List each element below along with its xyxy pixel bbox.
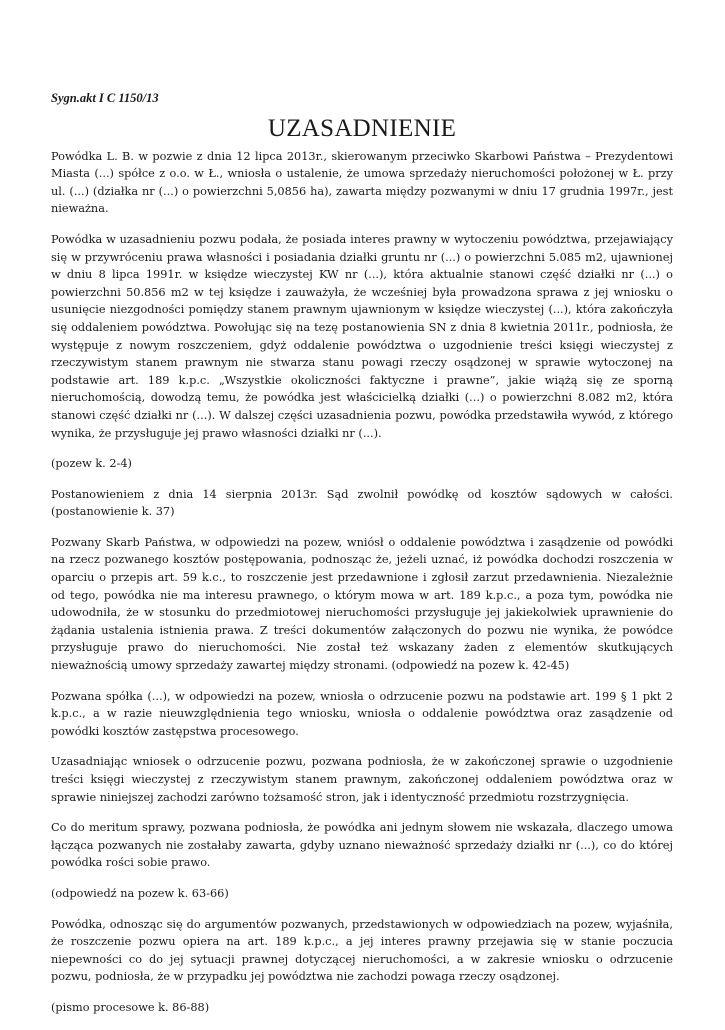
paragraph-merits: Co do meritum sprawy, pozwana podniosła, że powódka ani jednym słowem nie wskazała, dlaczego umowa łącząca pozwanych nie zostałaby zawarta, gdyby uznano nieważność sprzedaży działki nr (...), co do której powódka rości sobie prawo. xyxy=(51,821,673,870)
paragraph-treasury-response: Pozwany Skarb Państwa, w odpowiedzi na pozew, wniósł o oddalenie powództwa i zasądzenie od powódki na rzecz pozwanego kosztów postępowania, podnosząc że, jeżeli uznać, iż powódka dochodzi roszczenia w oparciu o przepis art. 59 k.c., to roszczenie jest przedawnione i zgłosił zarzut przedawnienia. Niezależnie od tego, powódka nie ma interesu prawnego, o którym mowa w art. 189 k.p.c., a poza tym, powódka nie udowodniła, że w stosunku do przedmiotowej nieruchomości przysługuje jej jakiekolwiek uprawnienie do żądania ustalenia istnienia prawa. Z treści dokumentów załączonych do pozwu nie wynika, że powódce przysługuje prawo do nieruchomości. Nie został też wskazany żaden z elementów skutkujących nieważnością umowy sprzedaży zawartej między stronami. (odpowiedź na pozew k. 42-45) xyxy=(51,535,673,673)
paragraph-cost-exemption: Postanowieniem z dnia 14 sierpnia 2013r. Sąd zwolnił powódkę od kosztów sądowych w całości. (postanowienie k. 37) xyxy=(51,487,673,519)
paragraph-company-response: Pozwana spółka (...), w odpowiedzi na pozew, wniosła o odrzucenie pozwu na podstawie art. 199 § 1 pkt 2 k.p.c., a w razie nieuwzględnienia tego wniosku, wniosła o oddalenie powództwa oraz zasądzenie od powódki kosztów zastępstwa procesowego. xyxy=(51,689,673,738)
paragraph-plaintiff-reply: Powódka, odnosząc się do argumentów pozwanych, przedstawionych w odpowiedziach na pozew, wyjaśniła, że roszczenie pozwu opiera na art. 189 k.p.c., a jej interes prawny przejawia się w stanie poczucia niepewności co do jej sytuacji prawnej dotyczącej nieruchomości, a w zakresie wniosku o odrzucenie pozwu, podniosła, że w przypadku jej powództwa nie zachodzi powaga rzeczy osądzonej. xyxy=(51,917,673,984)
reference-pismo: (pismo procesowe k. 86-88) xyxy=(51,1000,210,1014)
document-title: UZASADNIENIE xyxy=(267,114,457,142)
reference-odpowiedz: (odpowiedź na pozew k. 63-66) xyxy=(51,886,229,900)
case-signature: Sygn.akt I C 1150/13 xyxy=(51,91,159,105)
paragraph-claim-justification: Powódka w uzasadnieniu pozwu podała, że posiada interes prawny w wytoczeniu powództwa, przejawiający się w przywróceniu prawa własności i posiadania działki gruntu nr (...) o powierzchni 5.085 m2, ujawnionej w dniu 8 lipca 1991r. w księdze wieczystej KW nr (...), która aktualnie stanowi część działki nr (...) o powierzchni 50.856 m2 w tej księdze i zauważyła, że wcześniej była prowadzona sprawa z jej wniosku o usunięcie niezgodności pomiędzy stanem prawnym ujawnionym w księdze wieczystej (...), która zakończyła się oddaleniem powództwa. Powołując się na tezę postanowienia SN z dnia 8 kwietnia 2011r., podniosła, że występuje z nowym roszczeniem, gdyż oddalenie powództwa o uzgodnienie treści księgi wieczystej z rzeczywistym stanem prawnym nie stwarza stanu powagi rzeczy osądzonej w sprawie wytoczonej na podstawie art. 189 k.p.c. „Wszystkie okoliczności faktyczne i prawne”, jakie wiążą się ze sporną nieruchomością, dowodzą temu, że powódka jest właścicielką działki (...) o powierzchni 8.082 m2, która stanowi część działki nr (...). W dalszej części uzasadnienia pozwu, powódka przedstawiła wywód, z którego wynika, że przysługuje jej prawo własności działki nr (...). xyxy=(51,232,673,440)
paragraph-claim: Powódka L. B. w pozwie z dnia 12 lipca 2013r., skierowanym przeciwko Skarbowi Państwa – Prezydentowi Miasta (...) spółce z o.o. w Ł., wniosła o ustalenie, że umowa sprzedaży nieruchomości położonej w Ł. przy ul. (...) (działka nr (...) o powierzchni 5,0856 ha), zawarta między pozwanymi w dniu 17 grudnia 1997r., jest nieważna. xyxy=(51,149,673,216)
reference-pozew: (pozew k. 2-4) xyxy=(51,457,132,471)
document-page xyxy=(51,90,673,1030)
paragraph-rejection-grounds: Uzasadniając wniosek o odrzucenie pozwu, pozwana podniosła, że w zakończonej sprawie o uzgodnienie treści księgi wieczystej z rzeczywistym stanem prawnym, zakończonej oddaleniem powództwa oraz w sprawie niniejszej zachodzi zarówno tożsamość stron, jak i identyczność przedmiotu rozstrzygnięcia. xyxy=(51,755,673,804)
